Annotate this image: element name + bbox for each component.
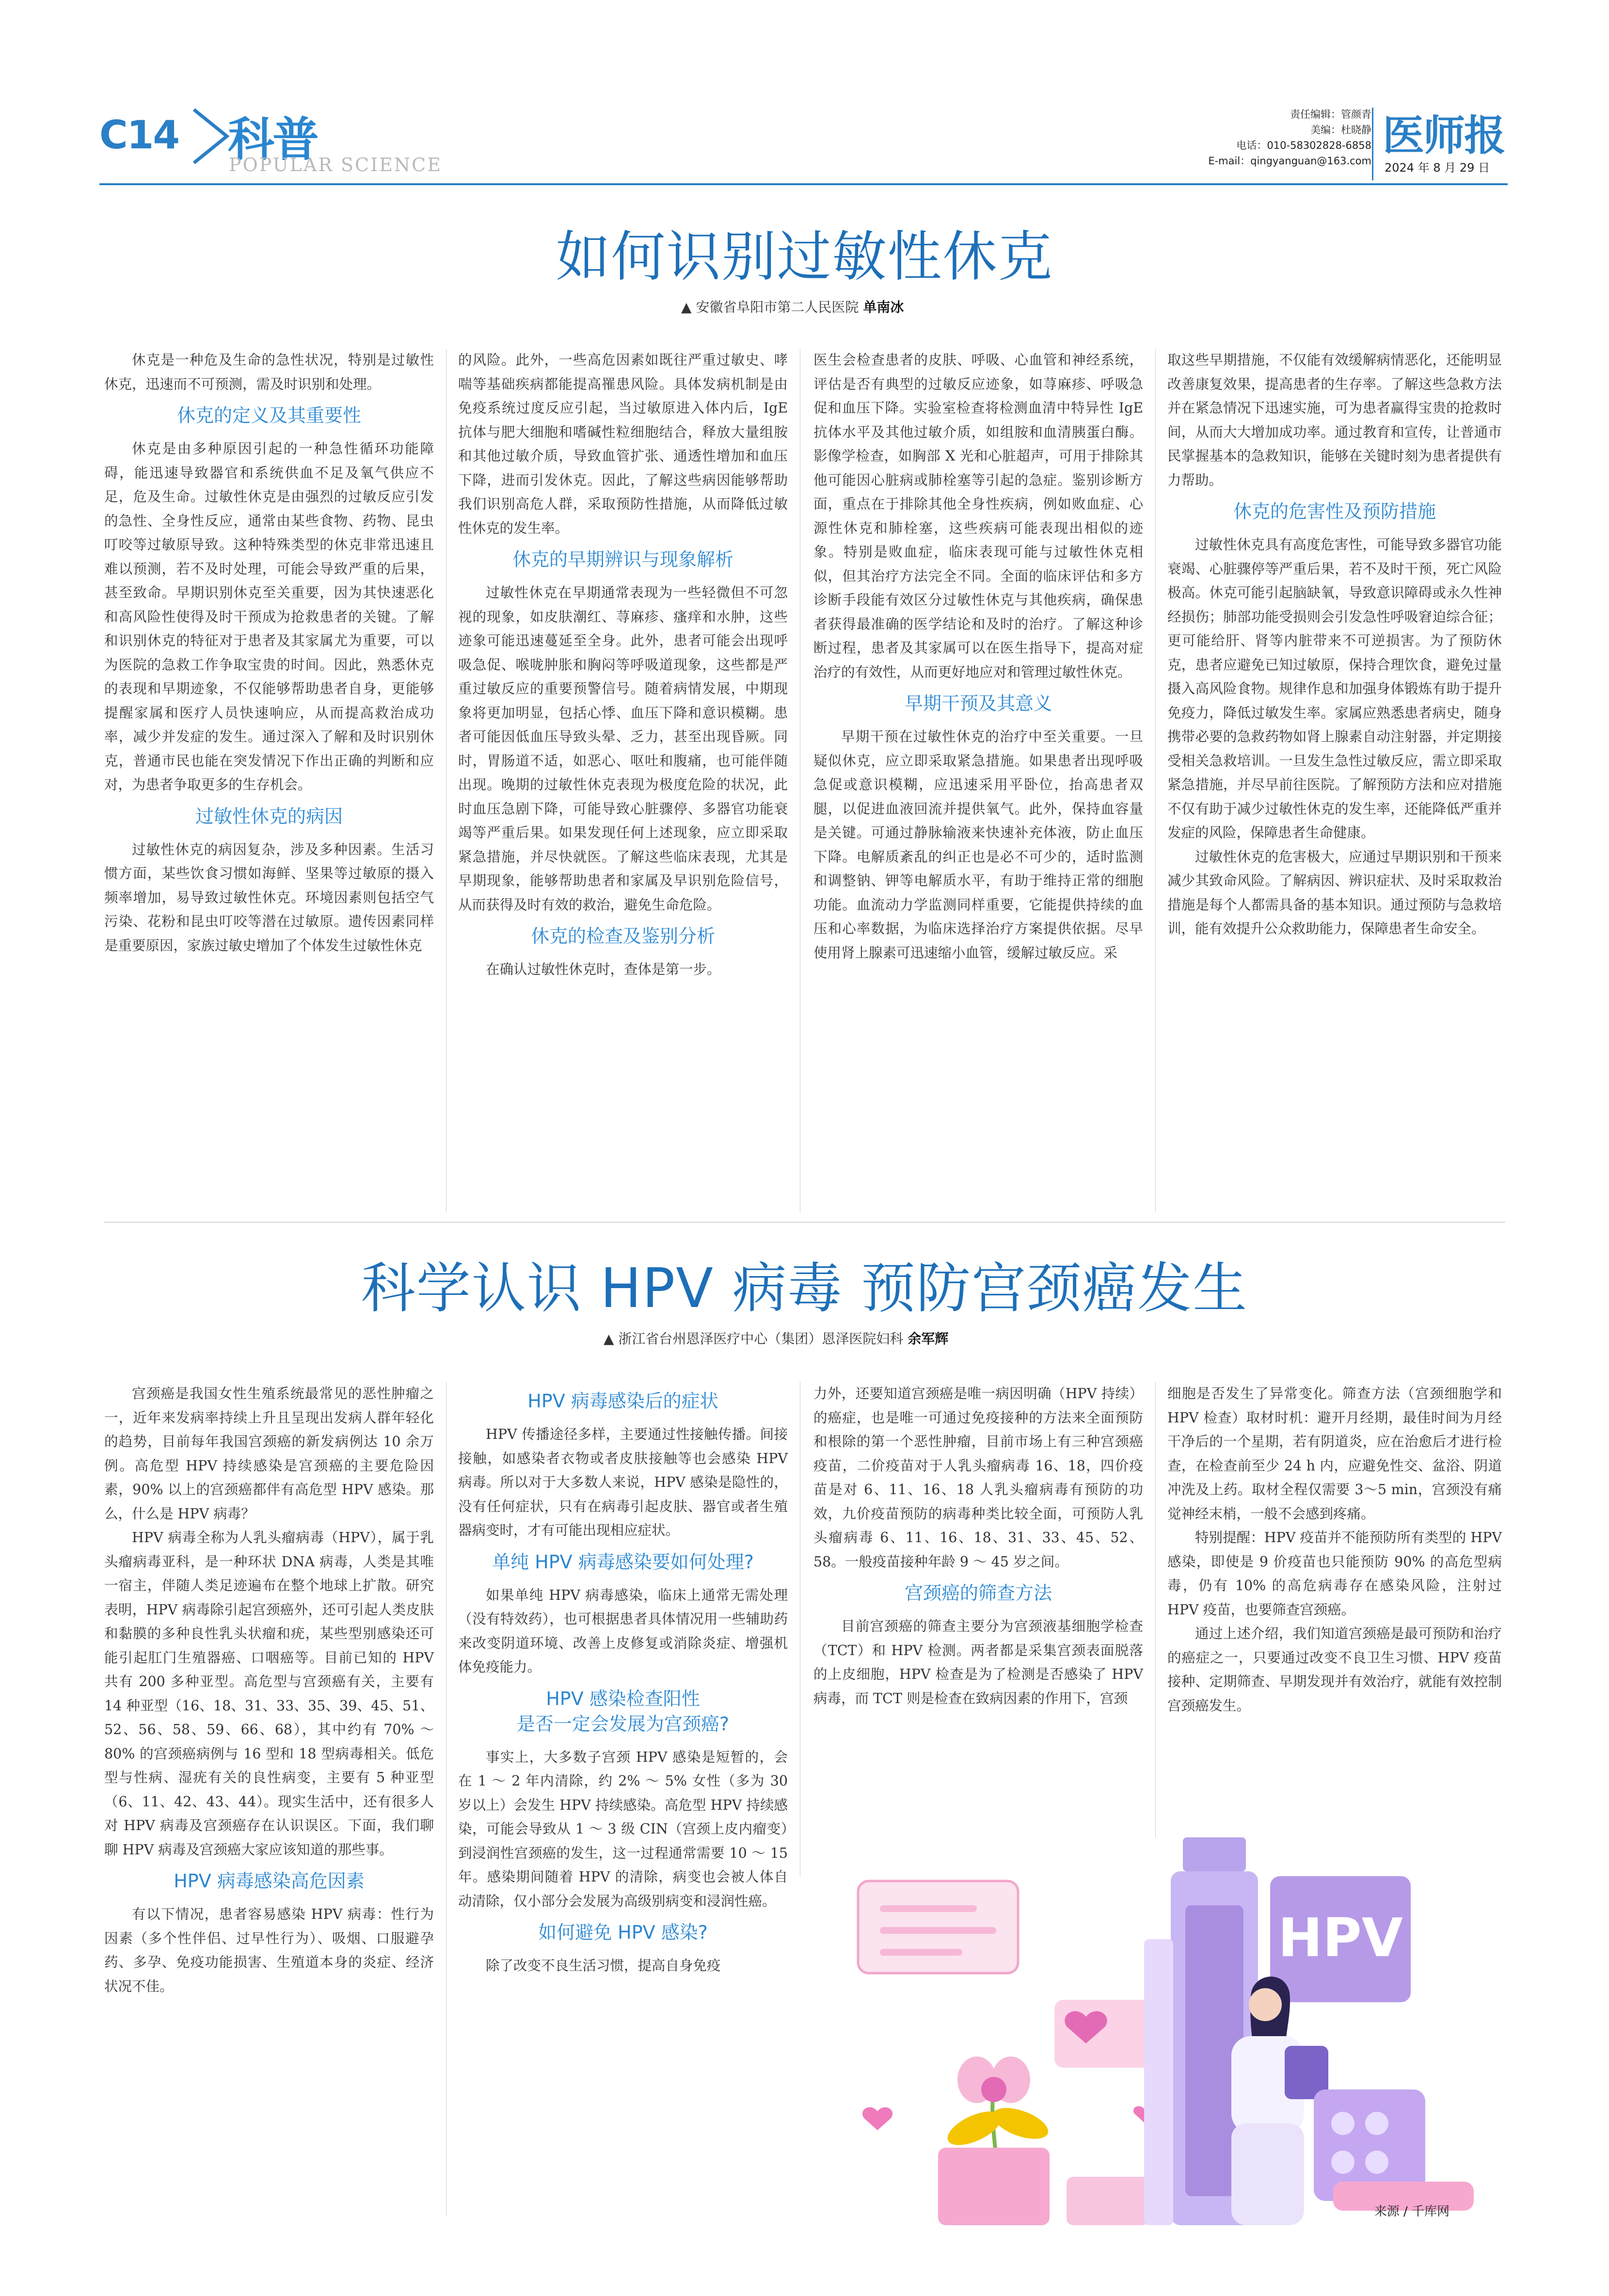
header-rule xyxy=(99,183,1508,185)
section-heading: 早期干预及其意义 xyxy=(904,693,1052,714)
editor-line: 美编：杜晓静 xyxy=(1310,124,1371,136)
editor-line: 电话：010-58302828-6858 xyxy=(1236,140,1371,151)
pink-box xyxy=(1067,2177,1149,2225)
column-divider xyxy=(1155,349,1156,1212)
body-paragraph: 事实上，大多数子宫颈 HPV 感染是短暂的，会在 1 ～ 2 年内清除，约 2% ～ 5% 女性（多为 30 岁以上）会发生 HPV 持续感染。高危型 HPV 持续感染，可能会导致从 1 ～ 3 级 CIN（宫颈上皮内瘤变）到浸润性宫颈癌的发生，这一过程通常需要 10 ～ 15 年。感染期间随着 HPV 的清除，病变也会被人体自动清除，仅小部分会发展为高级别病变和浸润性癌。 xyxy=(458,1749,788,1909)
body-paragraph: 医生会检查患者的皮肤、呼吸、心血管和神经系统，评估是否有典型的过敏反应迹象，如荨麻疹、呼吸急促和血压下降。实验室检查将检测血清中特异性 IgE 抗体水平及其他过敏介质，如组胺和血清胰蛋白酶。影像学检查，如胸部 X 光和心脏超声，可用于排除其他可能因心脏病或肺栓塞等引起的急症。鉴别诊断方面，重点在于排除其他全身性疾病，例如败血症、心源性休克和肺栓塞，这些疾病可能表现出相似的迹象。特别是败血症，临床表现可能与过敏性休克相似，但其治疗方法完全不同。全面的临床评估和多方诊断手段能有效区分过敏性休克与其他疾病，确保患者获得最准确的医学结论和及时的治疗。了解这种诊断过程，患者及其家属可以在医生指导下，提高对症治疗的有效性，从而更好地应对和管理过敏性休克。 xyxy=(813,352,1143,680)
body-paragraph: HPV 病毒全称为人乳头瘤病毒（HPV），属于乳头瘤病毒亚科，是一种环状 DNA 病毒，人类是其唯一宿主，伴随人类足迹遍布在整个地球上扩散。研究表明，HPV 病毒除引起宫颈癌外，还可引起人类皮肤和黏膜的多种良性乳头状瘤和疣，某些型别感染还可能引起肛门生殖器癌、口咽癌等。目前已知的 HPV 共有 200 多种亚型。高危型与宫颈癌有关，主要有 14 种亚型（16、18、31、33、35、39、45、51、52、56、58、59、66、68），其中约有 70% ～ 80% 的宫颈癌病例与 16 型和 18 型病毒相关。低危型与性病、湿疣有关的良性病变，主要有 5 种亚型（6、11、42、43、44）。现实生活中，还有很多人对 HPV 病毒及宫颈癌存在认识误区。下面，我们聊聊 HPV 病毒及宫颈癌大家应该知道的那些事。 xyxy=(104,1530,434,1858)
body-paragraph: 特别提醒：HPV 疫苗并不能预防所有类型的 HPV 感染，即使是 9 价疫苗也只能预防 90% 的高危型病毒，仍有 10% 的高危病毒存在感染风险，注射过 HPV 疫苗，也要筛查宫颈癌。 xyxy=(1167,1530,1502,1618)
section-heading: 休克的定义及其重要性 xyxy=(176,405,361,426)
body-paragraph: 通过上述介绍，我们知道宫颈癌是最可预防和治疗的癌症之一，只要通过改变不良卫生习惯、HPV 疫苗接种、定期筛查、早期发现并有效治疗，就能有效控制宫颈癌发生。 xyxy=(1167,1626,1502,1714)
article2-column xyxy=(813,1382,1143,1710)
section-heading: 休克的早期辨识与现象解析 xyxy=(512,549,733,570)
article2-column xyxy=(104,1382,434,1998)
chevron-right-icon xyxy=(189,108,233,165)
article-title: 科学认识 HPV 病毒 预防宫颈癌发生 xyxy=(361,1257,1248,1320)
byline-author: 余军辉 xyxy=(908,1331,949,1347)
section-heading: 如何避免 HPV 感染? xyxy=(538,1922,708,1943)
body-paragraph: 早期干预在过敏性休克的治疗中至关重要。一旦疑似休克，应立即采取紧急措施。如果患者出现呼吸急促或意识模糊，应迅速采用平卧位，抬高患者双腿，以促进血液回流并提供氧气。此外，保持血容量是关键。可通过静脉输液来快速补充体液，防止血压下降。电解质紊乱的纠正也是必不可少的，适时监测和调整钠、钾等电解质水平，有助于维持正常的细胞功能。血流动力学监测同样重要，它能提供持续的血压和心率数据，为临床选择治疗方案提供依据。尽早使用肾上腺素可迅速缩小血管，缓解过敏反应。采 xyxy=(813,729,1143,961)
body-paragraph: 细胞是否发生了异常变化。筛查方法（宫颈细胞学和 HPV 检查）取材时机：避开月经期，最佳时间为月经干净后的一个星期，若有阴道炎，应在治愈后才进行检查，在检查前至少 24 h 内，应避免性交、盆浴、阴道冲洗及上药。取材全程仅需要 3～5 min，宫颈没有痛觉神经末梢，一般不会感到疼痛。 xyxy=(1167,1386,1502,1522)
hpv-illustration xyxy=(834,1837,1503,2225)
heart-bubble-icon xyxy=(1054,2000,1151,2068)
chat-bubble-icon xyxy=(858,1881,1018,1973)
body-paragraph: 的风险。此外，一些高危因素如既往严重过敏史、哮喘等基础疾病都能提高罹患风险。具体发病机制是由免疫系统过度反应引起，当过敏原进入体内后，IgE 抗体与肥大细胞和嗜碱性粒细胞结合，释放大量组胺和其他过敏介质，导致血管扩张、通透性增加和血压下降，进而引发休克。因此，了解这些病因能够帮助我们识别高危人群，采取预防性措施，从而降低过敏性休克的发生率。 xyxy=(458,352,788,536)
byline-org: ▲ 浙江省台州恩泽医疗中心（集团）恩泽医院妇科 xyxy=(604,1331,904,1347)
body-paragraph: 休克是一种危及生命的急性状况，特别是过敏性休克，迅速而不可预测，需及时识别和处理。 xyxy=(104,352,434,392)
article1-column xyxy=(1167,348,1502,941)
section-heading: HPV 感染检查阳性 是否一定会发展为宫颈癌? xyxy=(516,1688,730,1735)
syringe-icon xyxy=(1144,1939,1173,2225)
image-credit: 来源 / 千库网 xyxy=(1374,2204,1450,2219)
body-paragraph: 取这些早期措施，不仅能有效缓解病情恶化，还能明显改善康复效果，提高患者的生存率。了解这些急救方法并在紧急情况下迅速实施，可为患者赢得宝贵的抢救时间，从而大大增加成功率。通过教育和宣传，让普通市民掌握基本的急救知识，能够在关键时刻为患者提供有力帮助。 xyxy=(1167,352,1502,488)
body-paragraph: 过敏性休克的危害极大，应通过早期识别和干预来减少其致命风险。了解病因、辨识症状、及时采取救治措施是每个人都需具备的基本知识。通过预防与急救培训，能有效提升公众救助能力，保障患者生命安全。 xyxy=(1167,848,1502,937)
editor-line: E-mail：qingyanguan@163.com xyxy=(1208,155,1371,167)
issue-date: 2024 年 8 月 29 日 xyxy=(1385,161,1490,175)
body-paragraph: 过敏性休克具有高度危害性，可能导致多器官功能衰竭、心脏骤停等严重后果，若不及时干预，死亡风险极高。休克可能引起脑缺氧，导致意识障碍或永久性神经损伤；肺部功能受损则会引发急性呼吸窘迫综合征；更可能给肝、肾等内脏带来不可逆损害。为了预防休克，患者应避免已知过敏原，保持合理饮食，避免过量摄入高风险食物。规律作息和加强身体锻炼有助于提升免疫力，降低过敏发生率。家属应熟悉患者病史，随身携带必要的急救药物如肾上腺素自动注射器，并定期接受相关急救培训。一旦发生急性过敏反应，需立即采取紧急措施，并尽早前往医院。了解预防方法和应对措施不仅有助于减少过敏性休克的发生率，还能降低严重并发症的风险，保障患者生命健康。 xyxy=(1167,537,1502,841)
hpv-card xyxy=(1270,1876,1411,2002)
body-paragraph: 除了改变不良生活习惯，提高自身免疫 xyxy=(486,1958,721,1974)
article-separator xyxy=(104,1222,1505,1223)
article1-column xyxy=(458,348,788,982)
column-divider xyxy=(1155,1382,1156,1876)
body-paragraph: 目前宫颈癌的筛查主要分为宫颈液基细胞学检查（TCT）和 HPV 检测。两者都是采集宫颈表面脱落的上皮细胞，HPV 检查是为了检测是否感染了 HPV 病毒，而 TCT 则是检查在致病因素的作用下，宫颈 xyxy=(813,1618,1143,1706)
article2-column xyxy=(458,1382,788,1978)
body-paragraph: 过敏性休克的病因复杂，涉及多种因素。生活习惯方面，某些饮食习惯如海鲜、坚果等过敏原的摄入频率增加，易导致过敏性休克。环境因素则包括空气污染、花粉和昆虫叮咬等潜在过敏原。遗传因素同样是重要原因，家族过敏史增加了个体发生过敏性休克 xyxy=(104,841,434,954)
pink-box xyxy=(938,2148,1050,2225)
article-title: 如何识别过敏性休克 xyxy=(556,225,1053,288)
article1-column xyxy=(813,348,1143,965)
byline xyxy=(604,1328,948,1348)
body-paragraph: 过敏性休克在早期通常表现为一些轻微但不可忽视的现象，如皮肤潮红、荨麻疹、瘙痒和水肿，这些迹象可能迅速蔓延至全身。此外，患者可能会出现呼吸急促、喉咙肿胀和胸闷等呼吸道现象，这些都是严重过敏反应的重要预警信号。随着病情发展，中期现象将更加明显，包括心悸、血压下降和意识模糊。患者可能因低血压导致头晕、乏力，甚至出现昏厥。同时，胃肠道不适，如恶心、呕吐和腹痛，也可能伴随出现。晚期的过敏性休克表现为极度危险的状况，此时血压急剧下降，可能导致心脏骤停、多器官功能衰竭等严重后果。如果发现任何上述现象，应立即采取紧急措施，并尽快就医。了解这些临床表现，尤其是早期现象，能够帮助患者和家属及早识别危险信号，从而获得及时有效的救治，避免生命危险。 xyxy=(458,585,788,913)
section-heading: 单纯 HPV 病毒感染要如何处理? xyxy=(492,1551,754,1573)
editor-line: 责任编辑：管颜青 xyxy=(1290,109,1371,120)
section-heading: 过敏性休克的病因 xyxy=(195,805,343,827)
body-paragraph: 如果单纯 HPV 病毒感染，临床上通常无需处理（没有特效药），也可根据患者具体情况用一些辅助药来改变阴道环境、改善上皮修复或消除炎症、增强机体免疫能力。 xyxy=(458,1587,788,1675)
body-paragraph: 宫颈癌是我国女性生殖系统最常见的恶性肿瘤之一，近年来发病率持续上升且呈现出发病人群年轻化的趋势，目前每年我国宫颈癌的新发病例达 10 余万例。高危型 HPV 持续感染是宫颈癌的主要危险因素，90% 以上的宫颈癌都伴有高危型 HPV 感染。那么，什么是 HPV 病毒？ xyxy=(104,1386,434,1522)
byline-author: 单南冰 xyxy=(863,299,904,315)
body-paragraph: 在确认过敏性休克时，查体是第一步。 xyxy=(486,961,721,977)
body-paragraph: 休克是由多种原因引起的一种急性循环功能障碍，能迅速导致器官和系统供血不足及氧气供应不足，危及生命。过敏性休克是由强烈的过敏反应引发的急性、全身性反应，通常由某些食物、药物、昆虫叮咬等过敏原导致。这种特殊类型的休克非常迅速且难以预测，若不及时处理，可能会导致严重的后果，甚至致命。早期识别休克至关重要，因为其快速恶化和高风险性使得及时干预成为抢救患者的关键。了解和识别休克的特征对于患者及其家属尤为重要，可以为医院的急救工作争取宝贵的时间。因此，熟悉休克的表现和早期迹象，不仅能够帮助患者自身，更能够提醒家属和医疗人员快速响应，从而提高救治成功率，减少并发症的发生。通过深入了解和及时识别休克，普通市民也能在突发情况下作出正确的判断和应对，为患者争取更多的生存机会。 xyxy=(104,441,434,793)
header-divider xyxy=(1372,108,1373,180)
article2-column xyxy=(1167,1382,1502,1718)
section-heading: 休克的危害性及预防措施 xyxy=(1233,501,1436,522)
byline-org: ▲ 安徽省阜阳市第二人民医院 xyxy=(681,299,859,315)
section-title: 科普 xyxy=(228,112,317,167)
body-paragraph: 力外，还要知道宫颈癌是唯一病因明确（HPV 持续）的癌症，也是唯一可通过免疫接种的方法来全面预防和根除的第一个恶性肿瘤，目前市场上有三种宫颈癌疫苗，二价疫苗对于人乳头瘤病毒 16、18，四价疫苗是对 6、11、16、18 人乳头瘤病毒有预防的功效，九价疫苗预防的病毒种类比较全面，可预防人乳头瘤病毒 6、11、16、18、31、33、45、52、58。一般疫苗接种年龄 9 ～ 45 岁之间。 xyxy=(813,1386,1143,1570)
body-paragraph: HPV 传播途径多样，主要通过性接触传播。间接接触，如感染者衣物或者皮肤接触等也会感染 HPV 病毒。所以对于大多数人来说，HPV 感染是隐性的，没有任何症状，只有在病毒引起皮肤、器官或者生殖器病变时，才有可能出现相应症状。 xyxy=(458,1426,788,1538)
editor-info xyxy=(1003,107,1371,169)
section-heading: 休克的检查及鉴别分析 xyxy=(530,925,715,947)
byline xyxy=(681,297,904,316)
page-number: C14 xyxy=(99,112,179,158)
newspaper-logo: 医师报 xyxy=(1383,112,1505,160)
section-heading: HPV 病毒感染后的症状 xyxy=(527,1390,718,1412)
section-heading: 宫颈癌的筛查方法 xyxy=(904,1582,1052,1604)
section-heading: HPV 病毒感染高危因素 xyxy=(174,1870,365,1892)
section-subtitle: POPULAR SCIENCE xyxy=(229,154,442,175)
body-paragraph: 有以下情况，患者容易感染 HPV 病毒：性行为因素（多个性伴侣、过早性行为）、吸烟、口服避孕药、多孕、免疫功能损害、生殖道本身的炎症、经济状况不佳。 xyxy=(104,1906,434,1994)
hpv-label: HPV xyxy=(1278,1907,1403,1969)
article1-column xyxy=(104,348,434,957)
